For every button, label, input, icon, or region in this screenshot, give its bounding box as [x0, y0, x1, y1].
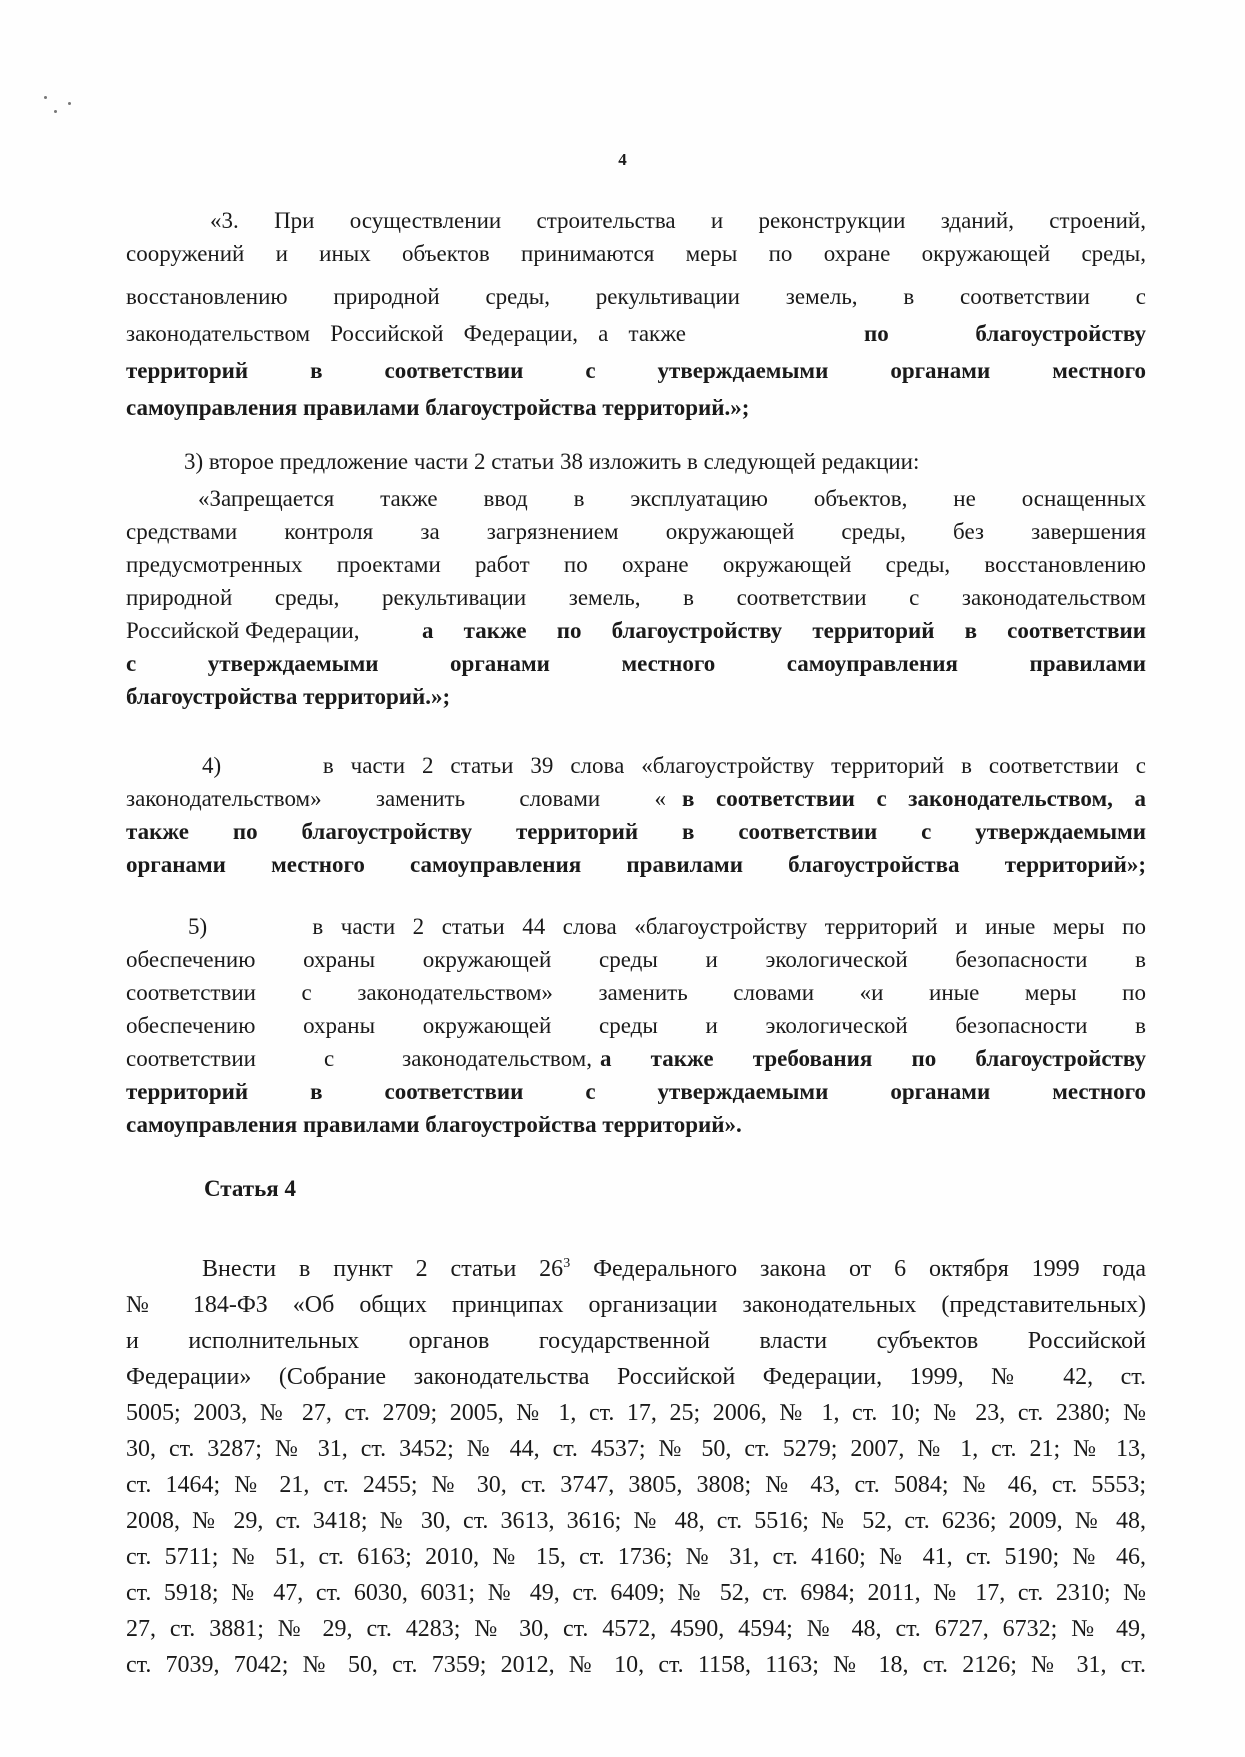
article-heading: Статья 4	[204, 1176, 296, 1201]
text-line: органами местного самоуправления правилами благоустройства территорий»;	[126, 852, 1146, 877]
text-line: «3. При осуществлении строительства и реконструкции зданий, строений,	[210, 208, 1146, 233]
text-span: Федерального закона от 6 октября 1999 года	[570, 1256, 1146, 1282]
text-line: а также по благоустройству территорий в соответствии	[422, 618, 1146, 643]
text-line: Федерации» (Собрание законодательства Российской Федерации, 1999, № 42, ст.	[126, 1364, 1146, 1390]
text-line: обеспечению охраны окружающей среды и экологической безопасности в	[126, 1013, 1146, 1038]
text-line: соответствии с законодательством» заменить словами «и иные меры по	[126, 980, 1146, 1005]
text-line: 30, ст. 3287; № 31, ст. 3452; № 44, ст. 4537; № 50, ст. 5279; 2007, № 1, ст. 21; № 13,	[126, 1436, 1146, 1462]
text-line: ст. 5711; № 51, ст. 6163; 2010, № 15, ст. 1736; № 31, ст. 4160; № 41, ст. 5190; № 46,	[126, 1544, 1146, 1570]
superscript: 3	[563, 1256, 571, 1271]
text-line: № 184-ФЗ «Об общих принципах организации законодательных (представительных)	[126, 1292, 1146, 1318]
scan-speck	[68, 102, 71, 105]
text-line: обеспечению охраны окружающей среды и экологической безопасности в	[126, 947, 1146, 972]
text-line: и исполнительных органов государственной власти субъектов Российской	[126, 1328, 1146, 1354]
text-line: 4) в части 2 статьи 39 слова «благоустройству территорий в соответствии с	[202, 753, 1146, 778]
text-line: 5) в части 2 статьи 44 слова «благоустройству территорий и иные меры по	[188, 914, 1146, 939]
text-line: соответствии с законодательством,	[126, 1046, 592, 1071]
text-line: ст. 1464; № 21, ст. 2455; № 30, ст. 3747, 3805, 3808; № 43, ст. 5084; № 46, ст. 5553;	[126, 1472, 1146, 1498]
text-line: территорий в соответствии с утверждаемыми органами местного	[126, 358, 1146, 383]
text-span: Внести в пункт 2 статьи 26	[202, 1256, 564, 1282]
text-line: также по благоустройству территорий в соответствии с утверждаемыми	[126, 819, 1146, 844]
text-line: территорий в соответствии с утверждаемыми органами местного	[126, 1079, 1146, 1104]
text-line: законодательством» заменить словами «	[126, 786, 666, 811]
text-line: природной среды, рекультивации земель, в соответствии с законодательством	[126, 585, 1146, 610]
text-line: с утверждаемыми органами местного самоуправления правилами	[126, 651, 1146, 676]
text-line: Российской Федерации,	[126, 618, 360, 643]
text-line: сооружений и иных объектов принимаются меры по охране окружающей среды,	[126, 241, 1146, 266]
text-line: благоустройства территорий.»;	[126, 684, 451, 709]
text-line: предусмотренных проектами работ по охране окружающей среды, восстановлению	[126, 552, 1146, 577]
text-line: ст. 7039, 7042; № 50, ст. 7359; 2012, № 10, ст. 1158, 1163; № 18, ст. 2126; № 31, ст.	[126, 1652, 1146, 1678]
text-line: 2008, № 29, ст. 3418; № 30, ст. 3613, 3616; № 48, ст. 5516; № 52, ст. 6236; 2009, № 48,	[126, 1508, 1146, 1534]
text-line	[202, 1256, 1146, 1283]
scan-speck	[54, 110, 57, 113]
text-line: средствами контроля за загрязнением окружающей среды, без завершения	[126, 519, 1146, 544]
text-line: 27, ст. 3881; № 29, ст. 4283; № 30, ст. 4572, 4590, 4594; № 48, ст. 6727, 6732; № 49,	[126, 1616, 1146, 1642]
text-line: самоуправления правилами благоустройства территорий».	[126, 1112, 742, 1137]
text-line: а также требования по благоустройству	[600, 1046, 1146, 1071]
page-number: 4	[618, 150, 627, 169]
text-line: 5005; 2003, № 27, ст. 2709; 2005, № 1, ст. 17, 25; 2006, № 1, ст. 10; № 23, ст. 2380; №	[126, 1400, 1146, 1426]
scan-speck	[44, 96, 47, 99]
text-line: в соответствии с законодательством, а	[682, 786, 1146, 811]
text-line: ст. 5918; № 47, ст. 6030, 6031; № 49, ст. 6409; № 52, ст. 6984; 2011, № 17, ст. 2310; №	[126, 1580, 1146, 1606]
text-line: самоуправления правилами благоустройства территорий.»;	[126, 395, 750, 420]
text-line: по благоустройству	[864, 321, 1146, 346]
text-line: 3) второе предложение части 2 статьи 38 изложить в следующей редакции:	[184, 449, 920, 474]
text-line: «Запрещается также ввод в эксплуатацию объектов, не оснащенных	[198, 486, 1146, 511]
text-line: законодательством Российской Федерации, а также	[126, 321, 686, 346]
text-line: восстановлению природной среды, рекультивации земель, в соответствии с	[126, 284, 1146, 309]
